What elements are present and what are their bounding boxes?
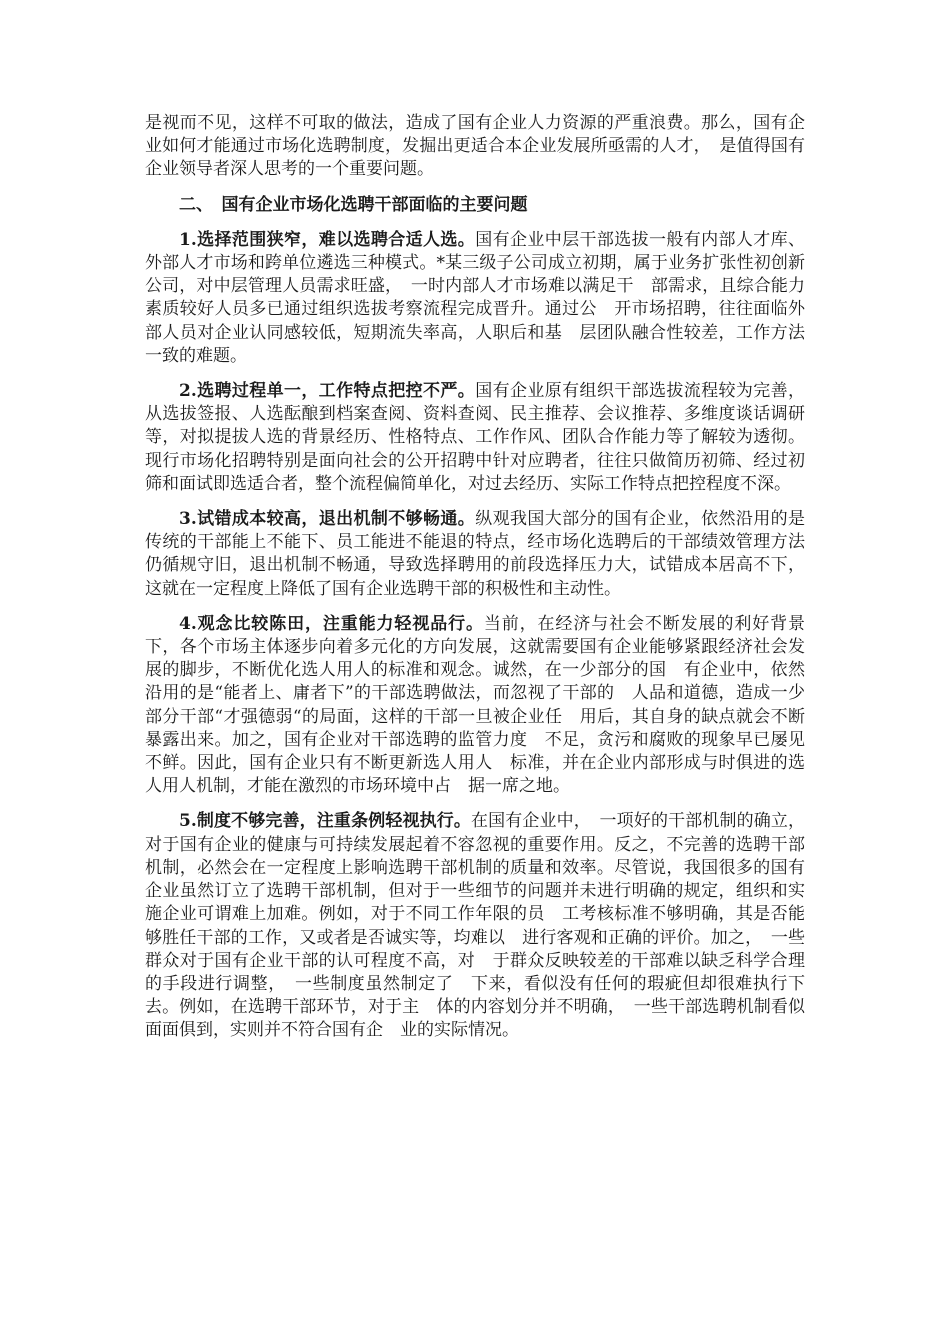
section-heading: 二、 国有企业市场化选聘干部面临的主要问题 [179, 194, 528, 215]
problem-item-3 [145, 508, 805, 601]
problem-item-2-body: 国有企业原有组织干部选拔流程较为完善，从选拔签报、人选酝酿到档案查阅、资料查阅、民主推荐、会议推荐、多维度谈话调研等，对拟提拔人选的背景经历、性格特点、工作作风、团队合作能力等了解较为透彻。现行市场化招聘特别是面向社会的公开招聘中针对应聘者，往往只做简历初筛、经过初筛和面试即选适合者，整个流程偏简单化，对过去经历、实际工作特点把控程度不深。 [145, 381, 806, 494]
problem-item-3-body: 纵观我国大部分的国有企业，依然沿用的是传统的干部能上不能下、员工能进不能退的特点，经市场化选聘后的干部绩效管理方法仍循规守旧，退出机制不畅通，导致选择聘用的前段选择压力大，试错成本居高不下，这就在一定程度上降低了国有企业选聘干部的积极性和主动性。 [145, 509, 806, 599]
problem-item-4-lead: 4.观念比较陈田，注重能力轻视品行。 [179, 613, 484, 634]
problem-item-1-body: 国有企业中层干部选拔一般有内部人才库、外部人才市场和跨单位遴选三种模式。*某三级子公司成立初期，属于业务扩张性初创新公司，对中层管理人员需求旺盛， 一时内部人才市场难以满足干 部需求，且综合能力素质较好人员多已通过组织选拔考察流程完成晋升。通过公 开市场招聘，往往面临外部人员对企业认同感较低，短期流失率高，人职后和基 层团队融合性较差，工作方法一致的难题。 [145, 229, 806, 366]
problem-item-2-lead: 2.选聘过程单一，工作特点把控不严。 [179, 381, 476, 402]
problem-item-1 [145, 229, 805, 368]
problem-item-5 [145, 810, 805, 1042]
problem-item-1-lead: 1.选择范围狭窄，难以选聘合适人选。 [179, 229, 476, 250]
problem-item-3-lead: 3.试错成本较高，退出机制不够畅通。 [179, 509, 476, 530]
problem-item-5-body: 在国有企业中， 一项好的干部机制的确立，对于国有企业的健康与可持续发展起着不容忽视的重要作用。反之，不完善的选聘干部机制，必然会在一定程度上影响选聘干部机制的质量和效率。尽管说，我国很多的国有企业虽然订立了选聘干部机制，但对于一些细节的问题并未进行明确的规定，组织和实施企业可谓难上加难。例如，对于不同工作年限的员 工考核标准不够明确，其是否能够胜任干部的工作，又或者是否诚实等，均难以 进行客观和正确的评价。加之， 一些群众对于国有企业干部的认可程度不高，对 于群众反映较差的干部难以缺乏科学合理的手段进行调整， 一些制度虽然制定了 下来，看似没有任何的瑕疵但却很难执行下去。例如，在选聘干部环节，对于主 体的内容划分并不明确， 一些干部选聘机制看似面面俱到，实则并不符合国有企 业的实际情况。 [145, 811, 806, 1041]
problem-item-4-body: 当前，在经济与社会不断发展的利好背景下，各个市场主体逐步向着多元化的方向发展，这就需要国有企业能够紧跟经济社会发展的脚步，不断优化选人用人的标准和观念。诚然，在一少部分的国 有企业中，依然沿用的是“能者上、庸者下”的干部选聘做法，而忽视了干部的 人品和道德，造成一少部分干部“才强德弱“的局面，这样的干部一旦被企业任 用后，其自身的缺点就会不断暴露出来。加之，国有企业对干部选聘的监管力度 不足，贪污和腐败的现象早已屡见不鲜。因此，国有企业只有不断更新选人用人 标准，并在企业内部形成与时俱进的选人用人机制，才能在激烈的市场环境中占 据一席之地。 [145, 613, 805, 797]
problem-item-4 [145, 613, 805, 799]
document-page [145, 112, 805, 1055]
problem-item-2 [145, 380, 805, 496]
problem-item-5-lead: 5.制度不够完善，注重条例轻视执行。 [179, 811, 471, 832]
intro-paragraph: 是视而不见，这样不可取的做法，造成了国有企业人力资源的严重浪费。那么，国有企业如何才能通过市场化选聘制度，发掘出更适合本企业发展所亟需的人才， 是值得国有企业领导者深人思考的一个重要问题。 [145, 113, 805, 180]
